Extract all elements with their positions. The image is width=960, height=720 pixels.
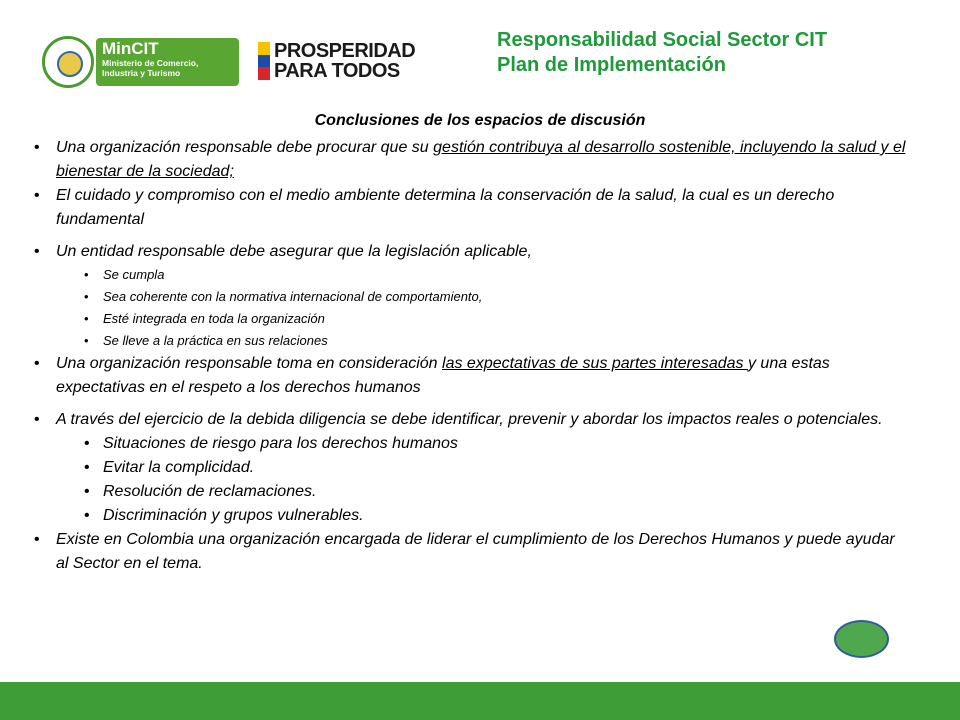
bullet-4 — [30, 352, 910, 400]
stripe-red — [258, 67, 270, 80]
flag-stripes — [258, 42, 270, 80]
stripe-yellow — [258, 42, 270, 55]
colombia-seal-logo — [42, 36, 94, 88]
section-heading: Conclusiones de los espacios de discusión — [314, 112, 646, 129]
next-slide-button[interactable] — [834, 620, 889, 658]
bullet-5-sub-3: • Resolución de reclamaciones. — [30, 480, 910, 504]
page-title — [497, 28, 827, 78]
prosperidad-line2: PARA TODOS — [274, 60, 400, 82]
title-line1: Responsabilidad Social Sector CIT — [497, 29, 828, 51]
bullet-list — [30, 136, 910, 576]
mincit-line1: Ministerio de Comercio, — [102, 58, 199, 68]
mincit-line2: Industria y Turismo — [102, 68, 181, 78]
bullet-2: • El cuidado y compromiso con el medio ambiente determina la conservación de la salud, la cual es un derecho fundamental — [30, 184, 910, 232]
bullet-4-text-b: y una estas expectativas en el respeto a los derechos humanos — [56, 355, 830, 396]
bullet-5-sub-2: • Evitar la complicidad. — [30, 456, 910, 480]
stripe-blue — [258, 55, 270, 68]
bullet-6: • Existe en Colombia una organización encargada de liderar el cumplimiento de los Derechos Humanos y puede ayudar al Sector en el tema. — [30, 528, 910, 576]
footer-bar — [0, 682, 960, 720]
bullet-4-text-a: Una organización responsable toma en consideración — [56, 355, 443, 372]
bullet-3-sub-3: • Esté integrada en toda la organización — [30, 308, 910, 330]
bullet-3-sub-4: • Se lleve a la práctica en sus relaciones — [30, 330, 910, 352]
bullet-4-underlined: las expectativas de sus partes interesadas — [442, 355, 748, 372]
bullet-5-sub-4: • Discriminación y grupos vulnerables. — [30, 504, 910, 528]
prosperidad-text — [274, 41, 415, 81]
bullet-3: • Un entidad responsable debe asegurar que la legislación aplicable, — [30, 240, 910, 264]
bullet-5-sub-1: • Situaciones de riesgo para los derechos humanos — [30, 432, 910, 456]
title-line2: Plan de Implementación — [497, 54, 726, 76]
bullet-1-underlined: gestión contribuya al desarrollo sostenible, incluyendo la salud y el bienestar de la sociedad; — [56, 139, 906, 180]
coat-of-arms-icon — [57, 51, 83, 77]
bullet-1 — [30, 136, 910, 184]
bullet-5: • A través del ejercicio de la debida diligencia se debe identificar, prevenir y abordar los impactos reales o potenciales. — [30, 408, 910, 432]
mincit-name: MinCIT — [102, 39, 159, 58]
bullet-3-sub-2: • Sea coherente con la normativa internacional de comportamiento, — [30, 286, 910, 308]
prosperidad-line1: PROSPERIDAD — [274, 40, 416, 62]
mincit-logo — [96, 38, 239, 86]
bullet-3-sub-1: • Se cumpla — [30, 264, 910, 286]
bullet-1-text: Una organización responsable debe procurar que su — [56, 139, 434, 156]
